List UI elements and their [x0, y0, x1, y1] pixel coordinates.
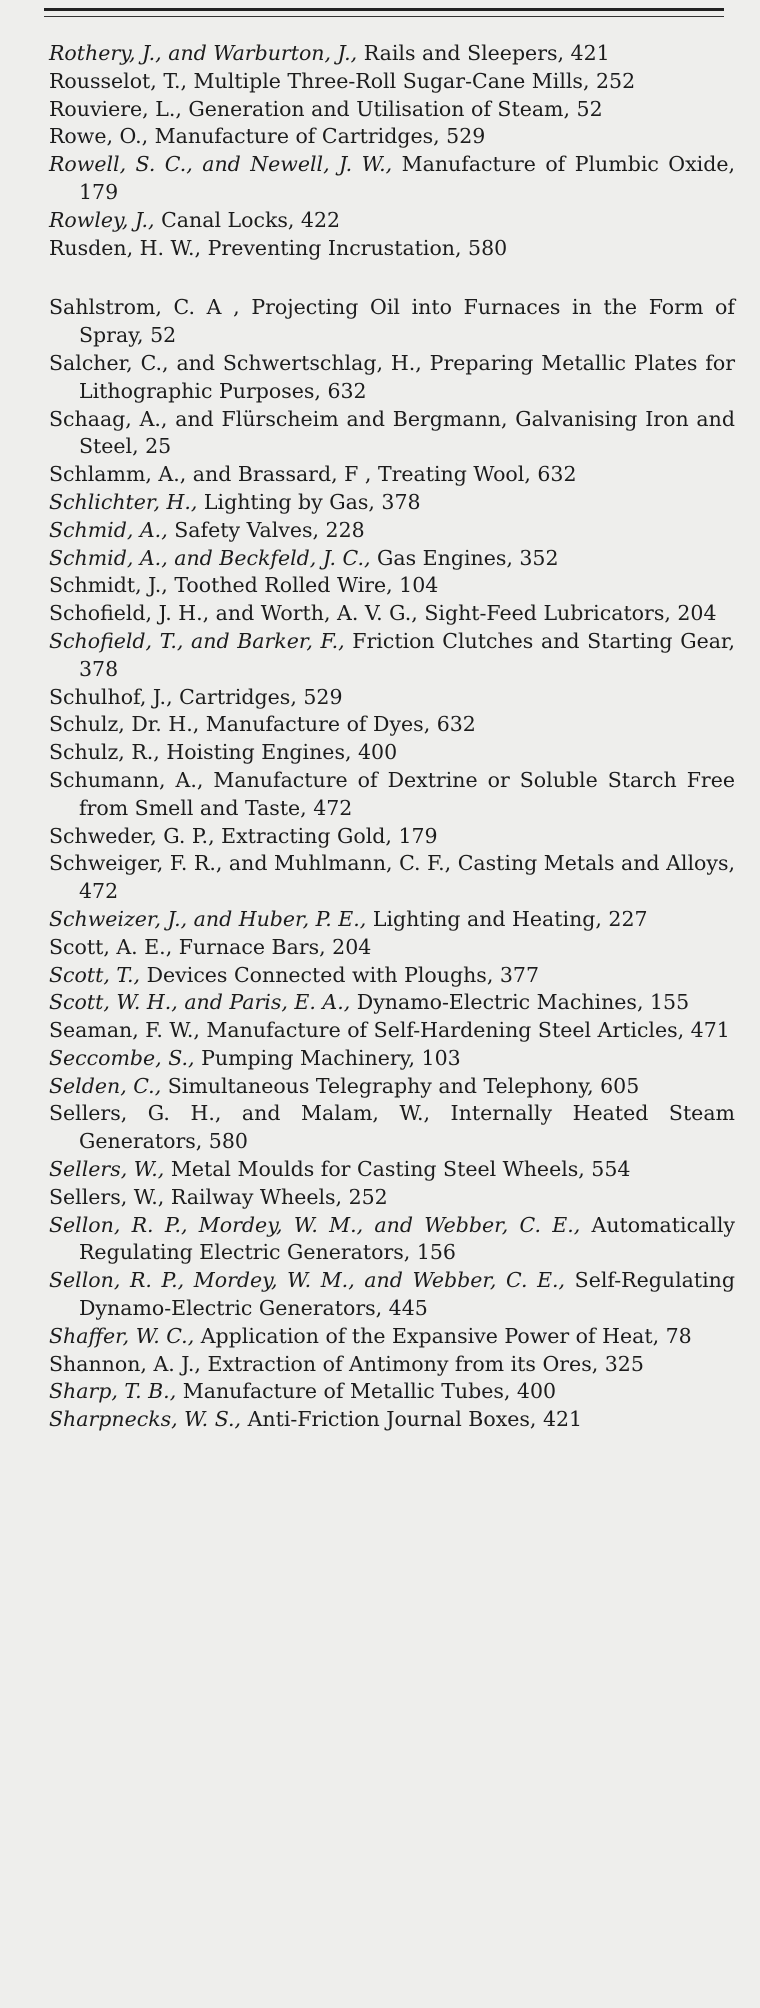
entry-names: Schulhof, J., — [49, 684, 173, 709]
entry-subject: Cartridges, 529 — [179, 684, 343, 709]
index-entry — [49, 1045, 735, 1073]
entry-names: Schofield, T., and Barker, F., — [49, 628, 345, 653]
index-entry — [49, 989, 735, 1017]
entry-names: Schmid, A., and Beckfeld, J. C., — [49, 545, 371, 570]
entry-subject: Casting Metals and Alloys, 472 — [79, 851, 735, 904]
entry-subject: Canal Locks, 422 — [161, 207, 341, 232]
entry-subject: Internally Heated Steam Generators, 580 — [79, 1101, 735, 1154]
index-entry — [49, 823, 735, 851]
entry-names: Schlamm, A., and Brassard, F , — [49, 462, 372, 487]
index-entry — [49, 40, 735, 68]
entry-names: Rouviere, L., — [49, 96, 182, 121]
entry-names: Scott, A. E., — [49, 934, 173, 959]
index-entry — [49, 1406, 735, 1434]
index-entry — [49, 1100, 735, 1156]
entry-subject: Manufacture of Metallic Tubes, 400 — [182, 1379, 557, 1404]
entry-names: Scott, T., — [49, 962, 141, 987]
index-entry — [49, 123, 735, 151]
entry-names: Sharpnecks, W. S., — [49, 1407, 242, 1432]
index-entry — [49, 489, 735, 517]
entry-names: Sellon, R. P., Mordey, W. M., and Webber, C. E., — [49, 1268, 566, 1293]
entry-subject: Lighting and Heating, 227 — [372, 906, 648, 931]
entry-subject: Friction Clutches and Starting Gear, 378 — [79, 628, 735, 681]
index-entry — [49, 572, 735, 600]
index-entry — [49, 934, 735, 962]
entry-subject: Extracting Gold, 179 — [221, 823, 438, 848]
entry-subject: Simultaneous Telegraphy and Telephony, 605 — [167, 1073, 640, 1098]
entry-names: Seccombe, S., — [49, 1045, 195, 1070]
index-entry — [49, 545, 735, 573]
entry-subject: Galvanising Iron and Steel, 25 — [79, 406, 735, 459]
index-entry — [49, 600, 735, 628]
entry-names: Shannon, A. J., — [49, 1351, 201, 1376]
entry-names: Salcher, C., and Schwertschlag, H., — [49, 350, 422, 375]
index-entry — [49, 1017, 735, 1045]
entry-subject: Extraction of Antimony from its Ores, 325 — [207, 1351, 644, 1376]
entry-subject: Self-Regulating Dynamo-Electric Generators, 445 — [79, 1268, 735, 1321]
index-entry — [49, 96, 735, 124]
index-entry — [49, 1156, 735, 1184]
index-entry — [49, 294, 735, 350]
entry-names: Sellers, W., — [49, 1184, 165, 1209]
entry-names: Rousselot, T., — [49, 68, 188, 93]
entry-names: Scott, W. H., and Paris, E. A., — [49, 990, 351, 1015]
entry-subject: Manufacture of Self-Hardening Steel Articles, 471 — [206, 1018, 730, 1043]
entry-names: Schweizer, J., and Huber, P. E., — [49, 906, 367, 931]
entry-names: Schweiger, F. R., and Muhlmann, C. F., — [49, 851, 452, 876]
entry-subject: Generation and Utilisation of Steam, 52 — [188, 96, 603, 121]
entry-names: Schweder, G. P., — [49, 823, 215, 848]
entry-names: Shaffer, W. C., — [49, 1323, 195, 1348]
entry-names: Seaman, F. W., — [49, 1018, 200, 1043]
entry-names: Rowe, O., — [49, 124, 149, 149]
entry-subject: Pumping Machinery, 103 — [201, 1045, 461, 1070]
index-entry — [49, 406, 735, 462]
index-entry — [49, 1073, 735, 1101]
index-entry — [49, 517, 735, 545]
entry-subject: Anti-Friction Journal Boxes, 421 — [247, 1407, 583, 1432]
entry-subject: Manufacture of Plumbic Oxide, 179 — [79, 152, 735, 204]
entry-names: Rowley, J., — [49, 207, 155, 232]
entry-subject: Multiple Three-Roll Sugar-Cane Mills, 252 — [193, 68, 636, 93]
entry-names: Schaag, A., and Flürscheim and Bergmann, — [49, 406, 508, 431]
index-entry — [49, 962, 735, 990]
entry-subject: Manufacture of Dyes, 632 — [205, 712, 476, 737]
index-entry — [49, 151, 735, 207]
index-entry — [49, 1267, 735, 1323]
entry-names: Schlichter, H., — [49, 489, 198, 514]
index-entry — [49, 684, 735, 712]
entry-names: Rothery, J., and Warburton, J., — [49, 41, 358, 65]
entry-subject: Rails and Sleepers, 421 — [363, 41, 610, 65]
index-entry — [49, 1323, 735, 1351]
index-column — [49, 40, 735, 1434]
index-entry — [49, 350, 735, 406]
entry-names: Schmid, A., — [49, 517, 168, 542]
index-entry — [49, 711, 735, 739]
index-entry — [49, 1351, 735, 1379]
index-entry — [49, 461, 735, 489]
entry-subject: Dynamo-Electric Machines, 155 — [356, 990, 690, 1015]
index-entry — [49, 739, 735, 767]
entry-subject: Metal Moulds for Casting Steel Wheels, 554 — [170, 1157, 631, 1182]
section-gap — [49, 262, 735, 294]
entry-subject: Automatically Regulating Electric Generators, 156 — [79, 1212, 735, 1265]
entry-subject: Hoisting Engines, 400 — [166, 740, 398, 765]
index-entry — [49, 1184, 735, 1212]
entry-subject: Devices Connected with Ploughs, 377 — [146, 962, 539, 987]
entry-names: Sahlstrom, C. A , — [49, 295, 240, 320]
index-entry — [49, 68, 735, 96]
entry-subject: Application of the Expansive Power of Heat, 78 — [200, 1323, 692, 1348]
header-rule-thin — [44, 16, 724, 17]
entry-names: Sellers, G. H., and Malam, W., — [49, 1101, 430, 1126]
entry-subject: Lighting by Gas, 378 — [203, 489, 421, 514]
entry-subject: Safety Valves, 228 — [174, 517, 365, 542]
entry-names: Rusden, H. W., — [49, 235, 202, 260]
entry-names: Schofield, J. H., and Worth, A. V. G., — [49, 601, 418, 626]
entry-names: Sellon, R. P., Mordey, W. M., and Webber, C. E., — [49, 1212, 581, 1237]
entry-subject: Manufacture of Dextrine or Soluble Starch Free from Smell and Taste, 472 — [79, 767, 735, 820]
entry-subject: Sight-Feed Lubricators, 204 — [424, 601, 717, 626]
entry-subject: Preventing Incrustation, 580 — [207, 235, 508, 260]
entry-names: Schumann, A., — [49, 767, 204, 792]
entry-subject: Preparing Metallic Plates for Lithographic Purposes, 632 — [79, 350, 735, 403]
entry-names: Schulz, Dr. H., — [49, 712, 200, 737]
entry-names: Selden, C., — [49, 1073, 162, 1098]
entry-subject: Toothed Rolled Wire, 104 — [174, 573, 439, 598]
index-entry — [49, 207, 735, 235]
entry-names: Schulz, R., — [49, 740, 160, 765]
entry-subject: Gas Engines, 352 — [377, 545, 559, 570]
index-entry — [49, 767, 735, 823]
entry-subject: Treating Wool, 632 — [377, 462, 577, 487]
index-entry — [49, 906, 735, 934]
entry-subject: Furnace Bars, 204 — [178, 934, 372, 959]
header-rule-thick — [44, 8, 724, 11]
index-entry — [49, 1212, 735, 1268]
index-entry — [49, 628, 735, 684]
entry-names: Rowell, S. C., and Newell, J. W., — [49, 152, 393, 177]
index-entry — [49, 235, 735, 263]
entry-subject: Railway Wheels, 252 — [170, 1184, 388, 1209]
entry-subject: Projecting Oil into Furnaces in the Form of Spray, 52 — [79, 295, 735, 348]
entry-names: Sellers, W., — [49, 1157, 165, 1182]
entry-names: Sharp, T. B., — [49, 1379, 177, 1404]
index-entry — [49, 850, 735, 906]
entry-names: Schmidt, J., — [49, 573, 168, 598]
index-entry — [49, 1378, 735, 1406]
entry-subject: Manufacture of Cartridges, 529 — [154, 124, 486, 149]
